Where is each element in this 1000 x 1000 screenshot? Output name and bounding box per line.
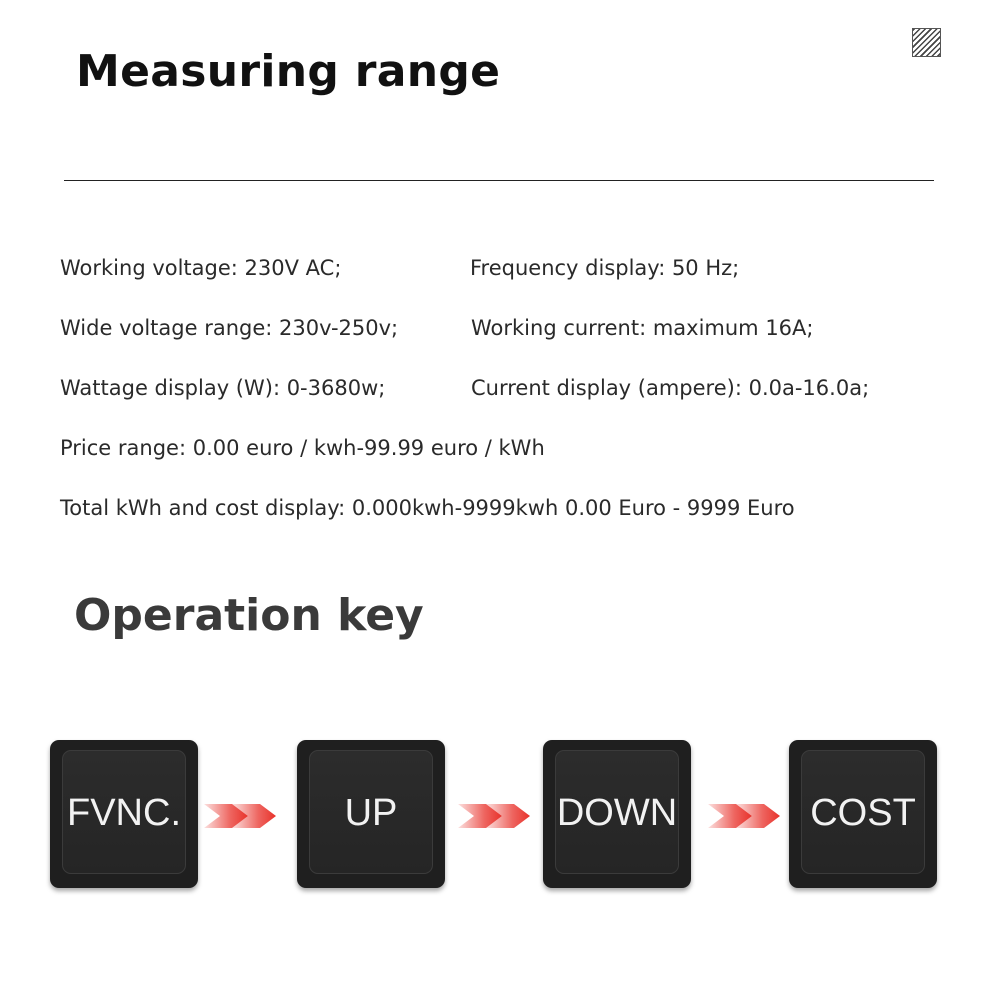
spec-wide-voltage-range: Wide voltage range: 230v-250v; xyxy=(60,316,399,340)
spec-frequency-display: Frequency display: 50 Hz; xyxy=(470,256,740,280)
spec-current-display: Current display (ampere): 0.0a-16.0a; xyxy=(471,376,870,400)
key-label: FVNC. xyxy=(67,792,181,834)
spec-price-range: Price range: 0.00 euro / kwh-99.99 euro / kWh xyxy=(60,436,545,460)
spec-wattage-display: Wattage display (W): 0-3680w; xyxy=(60,376,386,400)
double-chevron-right-icon xyxy=(202,800,282,832)
operation-key-title: Operation key xyxy=(74,590,424,641)
key-label: COST xyxy=(810,792,916,834)
double-chevron-right-icon xyxy=(456,800,536,832)
double-chevron-right-icon xyxy=(706,800,786,832)
key-fvnc xyxy=(50,740,198,888)
key-up xyxy=(297,740,445,888)
key-cost xyxy=(789,740,937,888)
hatch-pattern-icon xyxy=(912,28,941,57)
spec-working-current: Working current: maximum 16A; xyxy=(471,316,814,340)
measuring-range-title: Measuring range xyxy=(76,46,501,97)
spec-total-display: Total kWh and cost display: 0.000kwh-9999kwh 0.00 Euro - 9999 Euro xyxy=(60,496,795,520)
key-down xyxy=(543,740,691,888)
key-label: UP xyxy=(344,792,398,834)
section-divider xyxy=(64,180,934,181)
key-label: DOWN xyxy=(556,792,678,834)
spec-working-voltage: Working voltage: 230V AC; xyxy=(60,256,342,280)
